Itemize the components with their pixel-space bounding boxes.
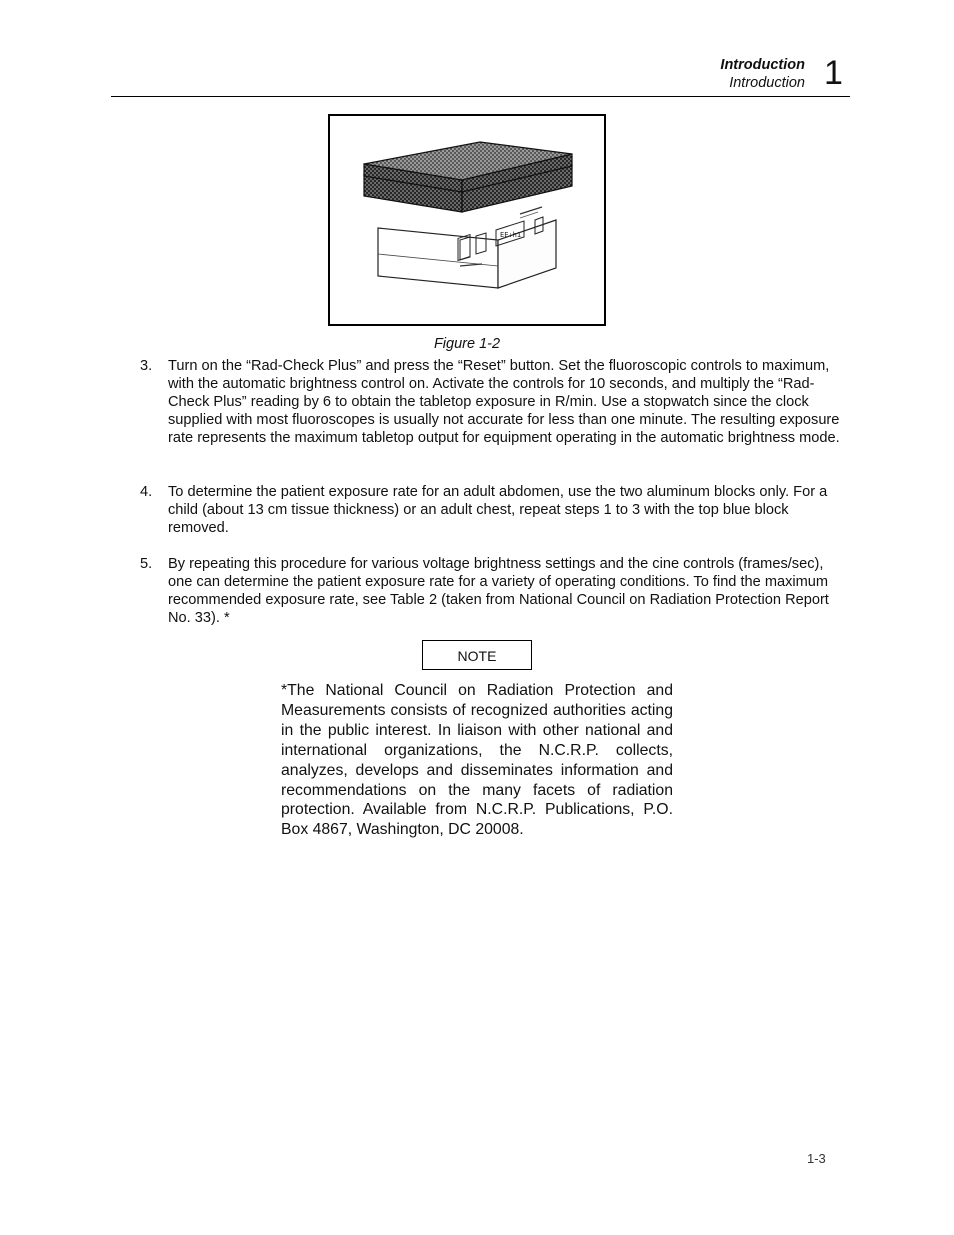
step-number: 3. [140,358,153,374]
step-text: To determine the patient exposure rate for an adult abdomen, use the two aluminum blocks only. For a child (about 13 cm tissue thickness) or an adult chest, repeat steps 1 to 3 with the top blue block removed. [168,484,828,536]
note-label: NOTE [422,640,532,670]
header-divider [111,96,850,97]
step-text: By repeating this procedure for various voltage brightness settings and the cine controls (frames/sec), one can determine the patient exposure rate for a variety of operating conditions. To find the maximum recommended exposure rate, see Table 2 (taken from National Council on Radiation Protection Report No. 33). * [168,556,829,626]
step-text: Turn on the “Rad-Check Plus” and press the “Reset” button. Set the fluoroscopic controls to maximum, with the automatic brightness control on. Activate the controls for 10 seconds, and multiply the “Rad-Check Plus” reading by 6 to obtain the tabletop exposure in R/min. Use a stopwatch since the clock supplied with most fluoroscopes is usually not accurate for less than one minute. The resulting exposure rate represents the maximum tabletop output for equipment operating in the automatic brightness mode. [168,358,840,446]
rad-check-plus-device-illustration [330,116,604,324]
step-number: 4. [140,484,153,500]
chapter-number: 1 [824,54,843,92]
figure-image [328,114,606,326]
note-text: *The National Council on Radiation Protection and Measurements consists of recognized authorities acting in the public interest. In liaison with other national and international organizations, the N.C.R.P. collects, analyzes, develops and disseminates information and recommendations on the many facets of radiation protection. Available from N.C.R.P. Publications, P.O. Box 4867, Washington, DC 20008. [281,682,673,839]
step-number: 5. [140,556,153,572]
header-title: Introduction [720,57,805,73]
page-number: 1-3 [807,1151,826,1166]
svg-text:EE:h1: EE:h1 [500,231,522,239]
header-subtitle: Introduction [729,75,805,91]
figure-caption: Figure 1-2 [433,336,501,352]
